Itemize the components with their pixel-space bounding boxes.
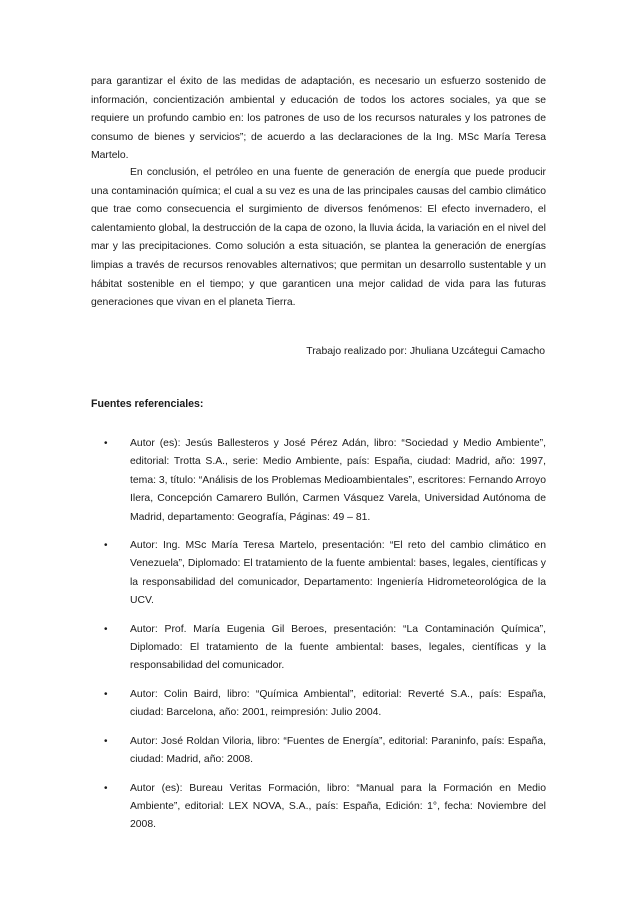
references-heading: Fuentes referenciales: (91, 398, 204, 410)
reference-item (91, 780, 546, 835)
reference-item (91, 621, 546, 676)
conclusion-paragraph: En conclusión, el petróleo en una fuente de generación de energía que puede producir una contaminación química; el cual a su vez es una de las principales causas del cambio climático que trae como consecuencia el surgimiento de diversos fenómenos: El efecto invernadero, el calentamiento global, la destrucción de la capa de ozono, la lluvia ácida, la variación en el nivel del mar y las precipitaciones. Como solución a esta situación, se plantea la generación de energías limpias a través de recursos renovables alternativos; que permitan un desarrollo sustentable y un hábitat sostenible en el tiempo; y que garanticen una mejor calidad de vida para las futuras generaciones que vivan en el planeta Tierra. (91, 167, 546, 309)
bullet-icon: • (104, 688, 108, 700)
bullet-icon: • (104, 540, 108, 552)
references-list (91, 435, 546, 845)
bullet-icon: • (104, 782, 108, 794)
reference-text: Autor: Ing. MSc María Teresa Martelo, presentación: “El reto del cambio climático en Venezuela”, Diplomado: El tratamiento de la fuente ambiental: bases, legales, científicas y la responsabilidad del comunicador, Departamento: Ingeniería Hidrometeorológica de la UCV. (130, 540, 546, 607)
bullet-icon: • (104, 438, 108, 449)
reference-text: Autor: José Roldan Viloria, libro: “Fuentes de Energía”, editorial: Paraninfo, país: España, ciudad: Madrid, año: 2008. (130, 735, 546, 766)
continuation-paragraph: para garantizar el éxito de las medidas de adaptación, es necesario un esfuerzo sostenido de información, concientización ambiental y educación de todos los actores sociales, ya que se requiere un profundo cambio en: los patrones de uso de los recursos naturales y los patrones de consumo de bienes y servicios”; de acuerdo a las declaraciones de la Ing. MSc María Teresa Martelo. (91, 76, 546, 162)
reference-item (91, 435, 546, 527)
reference-text: Autor (es): Jesús Ballesteros y José Pérez Adán, libro: “Sociedad y Medio Ambiente”, editorial: Trotta S.A., serie: Medio Ambiente, país: España, ciudad: Madrid, año: 1997, tema: 3, título: “Análisis de los Problemas Medioambientales”, escritores: Fernando Arroyo Ilera, Concepción Camarero Bullón, Carmen Vásquez Varela, Universidad Autónoma de Madrid, departamento: Geografía, Páginas: 49 – 81. (130, 438, 546, 523)
reference-item (91, 537, 546, 611)
reference-text: Autor: Colin Baird, libro: “Química Ambiental”, editorial: Reverté S.A., país: España, ciudad: Barcelona, año: 2001, reimpresión: Julio 2004. (130, 688, 546, 719)
reference-item (91, 733, 546, 770)
reference-item (91, 686, 546, 723)
reference-text: Autor (es): Bureau Veritas Formación, libro: “Manual para la Formación en Medio Ambiente”, editorial: LEX NOVA, S.A., país: España, Edición: 1°, fecha: Noviembre del 2008. (130, 782, 546, 831)
bullet-icon: • (104, 623, 108, 635)
bullet-icon: • (104, 735, 108, 747)
author-signature: Trabajo realizado por: Jhuliana Uzcátegui Camacho (306, 346, 545, 357)
reference-text: Autor: Prof. María Eugenia Gil Beroes, presentación: “La Contaminación Química”, Diplomado: El tratamiento de la fuente ambiental: bases, legales, científicas y la responsabilidad del comunicador. (130, 623, 546, 672)
